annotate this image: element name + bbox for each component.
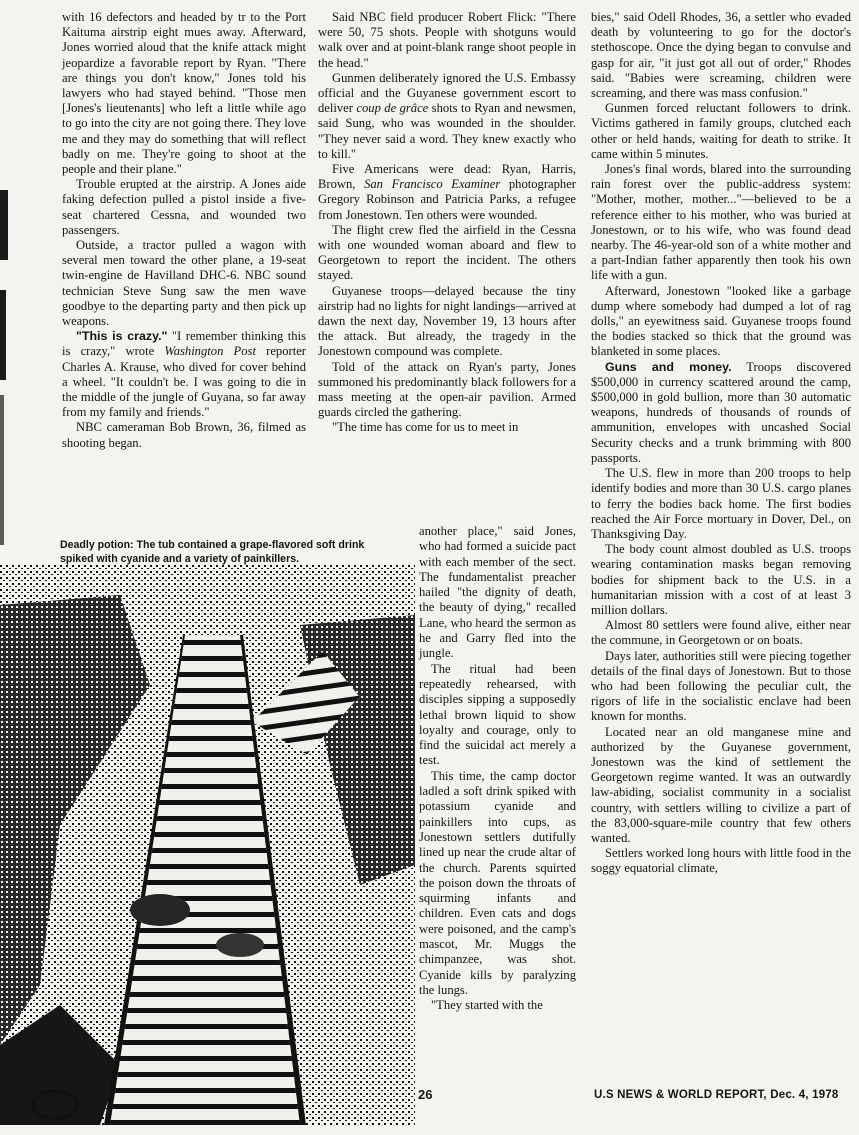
paragraph: Gunmen forced reluctant followers to drink. Victims gathered in family groups, clutched each other or held hands, waiting for death to strike. It came within 5 minutes. xyxy=(591,101,851,161)
paragraph: Said NBC field producer Robert Flick: "There were 50, 75 shots. People with shotguns would walk over and at point-blank range shoot people in the head." xyxy=(318,10,576,70)
paragraph: Guns and money. Troops discovered $500,000 in currency scattered around the camp, $500,000 in gold bullion, more than 30 automatic weapons, hundreds of thousands of rounds of ammunition, envelopes with uncashed Social Security checks and a trunk brimming with 800 passports. xyxy=(591,359,851,465)
paragraph: Settlers worked long hours with little food in the soggy equatorial climate, xyxy=(591,846,851,876)
photo-caption: Deadly potion: The tub contained a grape-flavored soft drink spiked with cyanide and a variety of painkillers. xyxy=(60,539,365,565)
paragraph: bies," said Odell Rhodes, 36, a settler who evaded death by volunteering to go for the doctor's stethoscope. Once the dying began to convulse and gasp for air, "it just got all out of order," Rhodes said. "Babies were screaming, children were screaming, and there was mass confusion." xyxy=(591,10,851,101)
foreign-phrase: coup de grâce xyxy=(356,101,429,116)
paragraph: The body count almost doubled as U.S. troops wearing contamination masks began removing bodies for shipment back to the U.S. in a humanitarian mission with a cost of at least 3 million dollars. xyxy=(591,542,851,617)
paragraph: Almost 80 settlers were found alive, either near the commune, in Georgetown or on boats. xyxy=(591,618,851,648)
paragraph: Five Americans were dead: Ryan, Harris, Brown, San Francisco Examiner photographer Gregory Robinson and Patricia Parks, a refugee from Jonestown. Ten others were wounded. xyxy=(318,162,576,222)
binding-edge-mark xyxy=(0,395,4,545)
paragraph: NBC cameraman Bob Brown, 36, filmed as shooting began. xyxy=(62,420,306,450)
news-photo xyxy=(0,565,415,1125)
paragraph: The U.S. flew in more than 200 troops to help identify bodies and more than 30 U.S. cargo planes to ferry the bodies back home. The first bodies reached the Air Force mortuary in Dover, Del., on Thanksgiving Day. xyxy=(591,466,851,541)
publication-name: Washington Post xyxy=(164,344,256,359)
subhead: Guns and money. xyxy=(605,359,732,374)
paragraph: "This is crazy." "I remember thinking this is crazy," wrote Washington Post reporter Charles A. Krause, who dived for cover behind a wheel. "It couldn't be. I was going to die in the middle of the jungle of Guyana, so far away from my family and friends." xyxy=(62,329,306,420)
paragraph: The flight crew fled the airfield in the Cessna with one wounded woman aboard and flew to Georgetown to report the incident. The others stayed. xyxy=(318,222,576,283)
article-column-2 xyxy=(318,10,576,436)
paragraph: "They started with the xyxy=(431,998,543,1013)
article-column-2-narrow xyxy=(419,524,576,1014)
paragraph: This time, the camp doctor ladled a soft drink spiked with potassium cyanide and painkillers into cups, as Jonestown settlers dutifully lined up near the crude altar of the church. Parents squirted the poison down the throats of squirming infants and children. Even cats and dogs were poisoned, and the camp's mascot, Mr. Muggs the chimpanzee, was shot. Cyanide kills by paralyzing the lungs. xyxy=(419,768,576,997)
paragraph: Located near an old manganese mine and authorized by the Guyanese government, Jonestown was the kind of settlement the Georgetown regime wanted. It was an outwardly law-abiding, socialist community in a socialist country, with settlers willing to civilize a part of the 83,000-square-mile country that few others wanted. xyxy=(591,724,851,845)
paragraph: Guyanese troops—delayed because the tiny airstrip had no lights for night landings—arrived at dawn the next day, November 19, 13 hours after the attack. But already, the tragedy in the Jonestown compound was complete. xyxy=(318,283,576,359)
binding-edge-mark xyxy=(0,290,6,380)
paragraph: with 16 defectors and headed by tr to the Port Kaituma airstrip eight mues away. Afterward, Jones worried aloud that the knife attack might jeopardize a favorable report by Ryan. "There are things you don't know," Jones told his lawyers who had stayed behind. "Those men [Jones's lieutenants] who left a little while ago to go into the city are not going there. They love me and they may do something that will reflect badly on me. They're going to shoot at the people and their plane." xyxy=(62,10,306,177)
article-column-3 xyxy=(591,10,851,877)
paragraph: Afterward, Jonestown "looked like a garbage dump where somebody had dumped a lot of rag dolls," an eyewitness said. Guyanese troops found the bodies stacked so thick that the ground was blanketed in some places. xyxy=(591,283,851,359)
paragraph: Trouble erupted at the airstrip. A Jones aide faking defection pulled a pistol inside a five-seat chartered Cessna, and wounded two passengers. xyxy=(62,177,306,237)
paragraph: Jones's final words, blared into the surrounding rain forest over the public-address system: "Mother, mother, mother..."—believed to be a reference either to his mother, who was buried at Jonestown, or to his wife, who was found dead nearby. The 46-year-old son of a white mother and a part-Indian father apparently then took his own life with a gun. xyxy=(591,162,851,283)
paragraph: "The time has come for us to meet in xyxy=(332,420,519,435)
paragraph: The ritual had been repeatedly rehearsed, with disciples sipping a supposedly lethal brown liquid to show loyalty and courage, only to find the suicidal act merely a test. xyxy=(419,661,576,768)
publication-footer: U.S NEWS & WORLD REPORT, Dec. 4, 1978 xyxy=(594,1089,839,1101)
paragraph: Outside, a tractor pulled a wagon with several men toward the other plane, a 19-seat twin-engine de Havilland DHC-6. NBC sound technician Steve Sung saw the men wave goodbye to the departing party and then pick up weapons. xyxy=(62,238,306,329)
paragraph: another place," said Jones, who had formed a suicide pact with each member of the sect. The fundamentalist preacher hailed "the dignity of death, the beauty of dying," recalled Lane, who heard the sermon as he and Garry fled into the jungle. xyxy=(419,524,576,661)
paragraph: Told of the attack on Ryan's party, Jones summoned his predominantly black followers for a mass meeting at the open-air pavilion. Armed guards circled the gathering. xyxy=(318,359,576,420)
page-number: 26 xyxy=(418,1087,433,1102)
article-column-1 xyxy=(62,10,306,451)
paragraph: Days later, authorities still were piecing together details of the final days of Jonestown. But to those who had been following the peculiar cult, the rigors of life in the socialistic enclave had been known for months. xyxy=(591,648,851,724)
subhead: "This is crazy." xyxy=(76,329,168,344)
publication-name: San Francisco Examiner xyxy=(364,177,501,192)
paragraph: Gunmen deliberately ignored the U.S. Embassy official and the Guyanese government escort to deliver coup de grâce shots to Ryan and newsmen, said Sung, who was wounded in the shoulder. "They never said a word. They knew exactly who to kill." xyxy=(318,70,576,161)
binding-edge-mark xyxy=(0,190,8,260)
